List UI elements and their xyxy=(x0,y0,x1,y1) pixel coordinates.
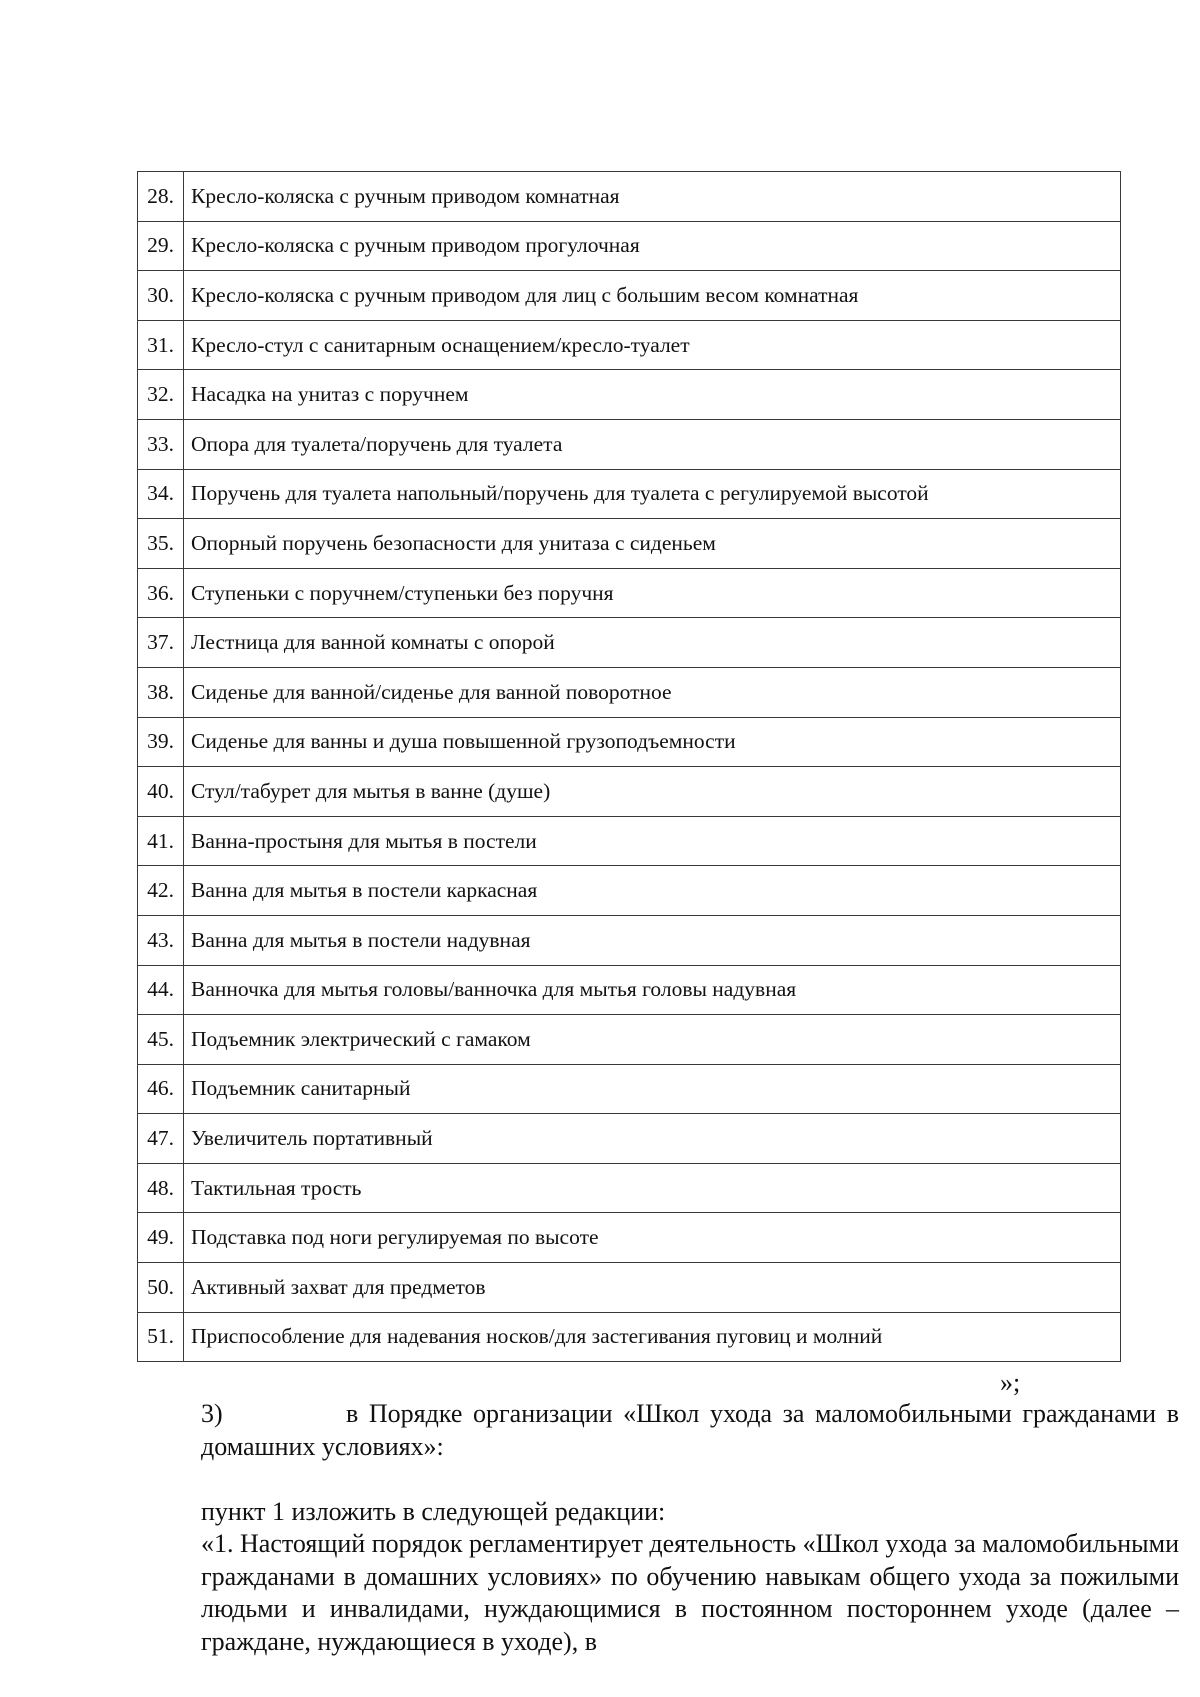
closing-quote: »; xyxy=(1000,1368,1021,1397)
table-row xyxy=(138,1163,1121,1213)
row-item-name: Подставка под ноги регулируемая по высоте xyxy=(184,1213,1121,1263)
table-row xyxy=(138,667,1121,717)
row-number: 47. xyxy=(138,1114,184,1164)
item-3-text: в Порядке организации «Школ ухода за маломобильными гражданами в домашних условиях»: xyxy=(201,1399,1179,1461)
table-row xyxy=(138,1114,1121,1164)
row-item-name: Ванночка для мытья головы/ванночка для мытья головы надувная xyxy=(184,965,1121,1015)
row-number: 32. xyxy=(138,370,184,420)
row-number: 35. xyxy=(138,519,184,569)
table-row xyxy=(138,370,1121,420)
row-item-name: Подъемник электрический с гамаком xyxy=(184,1015,1121,1065)
row-item-name: Ванна для мытья в постели надувная xyxy=(184,915,1121,965)
table-row xyxy=(138,1015,1121,1065)
row-item-name: Опорный поручень безопасности для унитаза с сиденьем xyxy=(184,519,1121,569)
row-item-name: Кресло-коляска с ручным приводом комнатная xyxy=(184,172,1121,222)
table-row xyxy=(138,767,1121,817)
table-row xyxy=(138,419,1121,469)
row-item-name: Сиденье для ванны и душа повышенной грузоподъемности xyxy=(184,717,1121,767)
row-item-name: Поручень для туалета напольный/поручень для туалета с регулируемой высотой xyxy=(184,469,1121,519)
row-number: 51. xyxy=(138,1312,184,1362)
table-row xyxy=(138,271,1121,321)
row-item-name: Кресло-коляска с ручным приводом для лиц с большим весом комнатная xyxy=(184,271,1121,321)
row-number: 49. xyxy=(138,1213,184,1263)
row-number: 40. xyxy=(138,767,184,817)
paragraph-quote: «1. Настоящий порядок регламентирует деятельность «Школ ухода за маломобильными гражданами в домашних условиях» по обучению навыкам общего ухода за пожилыми людьми и инвалидами, нуждающимися в постоянном постороннем уходе (далее – граждане, нуждающиеся в уходе), в xyxy=(201,1529,1179,1656)
row-item-name: Стул/табурет для мытья в ванне (душе) xyxy=(184,767,1121,817)
table-row xyxy=(138,1312,1121,1362)
row-number: 44. xyxy=(138,965,184,1015)
row-item-name: Подъемник санитарный xyxy=(184,1064,1121,1114)
table-row xyxy=(138,1213,1121,1263)
row-number: 33. xyxy=(138,419,184,469)
row-number: 37. xyxy=(138,618,184,668)
row-number: 42. xyxy=(138,866,184,916)
row-item-name: Ванна-простыня для мытья в постели xyxy=(184,816,1121,866)
row-number: 39. xyxy=(138,717,184,767)
row-number: 29. xyxy=(138,221,184,271)
row-item-name: Кресло-стул с санитарным оснащением/кресло-туалет xyxy=(184,320,1121,370)
table-row xyxy=(138,1263,1121,1313)
table-row xyxy=(138,568,1121,618)
row-item-name: Сиденье для ванной/сиденье для ванной поворотное xyxy=(184,667,1121,717)
row-item-name: Кресло-коляска с ручным приводом прогулочная xyxy=(184,221,1121,271)
row-number: 31. xyxy=(138,320,184,370)
row-item-name: Тактильная трость xyxy=(184,1163,1121,1213)
row-number: 36. xyxy=(138,568,184,618)
row-number: 30. xyxy=(138,271,184,321)
row-number: 41. xyxy=(138,816,184,866)
table-row xyxy=(138,469,1121,519)
row-number: 50. xyxy=(138,1263,184,1313)
table-row xyxy=(138,866,1121,916)
paragraph-point-1: пункт 1 изложить в следующей редакции: xyxy=(201,1497,666,1526)
table-row xyxy=(138,915,1121,965)
row-item-name: Приспособление для надевания носков/для застегивания пуговиц и молний xyxy=(184,1312,1121,1362)
items-table xyxy=(137,171,1121,1362)
table-row xyxy=(138,965,1121,1015)
row-number: 28. xyxy=(138,172,184,222)
row-item-name: Увеличитель портативный xyxy=(184,1114,1121,1164)
row-number: 38. xyxy=(138,667,184,717)
paragraph-item-3 xyxy=(143,1398,1179,1463)
row-item-name: Активный захват для предметов xyxy=(184,1263,1121,1313)
row-number: 45. xyxy=(138,1015,184,1065)
table-row xyxy=(138,717,1121,767)
table-row xyxy=(138,172,1121,222)
table-row xyxy=(138,1064,1121,1114)
row-item-name: Лестница для ванной комнаты с опорой xyxy=(184,618,1121,668)
items-table-body xyxy=(138,172,1121,1362)
row-item-name: Ванна для мытья в постели каркасная xyxy=(184,866,1121,916)
table-row xyxy=(138,320,1121,370)
table-row xyxy=(138,221,1121,271)
row-number: 34. xyxy=(138,469,184,519)
table-row xyxy=(138,618,1121,668)
table-row xyxy=(138,816,1121,866)
row-item-name: Насадка на унитаз с поручнем xyxy=(184,370,1121,420)
row-item-name: Опора для туалета/поручень для туалета xyxy=(184,419,1121,469)
item-3-label: 3) xyxy=(201,1399,223,1428)
table-row xyxy=(138,519,1121,569)
row-item-name: Ступеньки с поручнем/ступеньки без поручня xyxy=(184,568,1121,618)
row-number: 43. xyxy=(138,915,184,965)
row-number: 46. xyxy=(138,1064,184,1114)
row-number: 48. xyxy=(138,1163,184,1213)
